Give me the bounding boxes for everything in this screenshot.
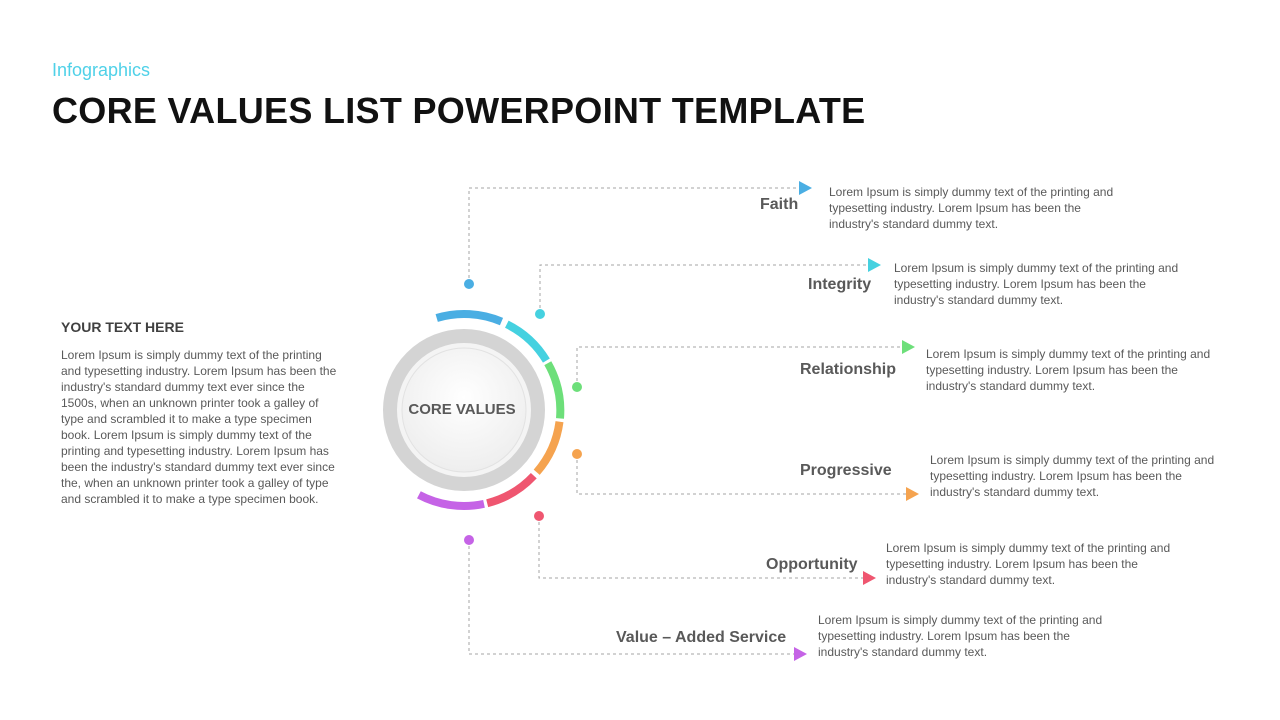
subtitle: Infographics: [52, 60, 151, 80]
item-desc-relationship: Lorem Ipsum is simply dummy text of the printing and typesetting industry. Lorem Ipsum has been the industry's standard dummy text.: [926, 347, 1211, 393]
arrow-progressive: [906, 487, 919, 501]
arrow-relationship: [902, 340, 915, 354]
item-label-relationship: Relationship: [800, 361, 897, 378]
dot-faith: [464, 279, 474, 289]
dot-value-added: [464, 535, 474, 545]
side-heading: YOUR TEXT HERE: [61, 319, 184, 335]
arrow-opportunity: [863, 571, 876, 585]
item-desc-value-added: Lorem Ipsum is simply dummy text of the printing and typesetting industry. Lorem Ipsum has been the industry's standard dummy text.: [818, 613, 1103, 659]
arc-value-added: [419, 495, 484, 506]
dot-progressive: [572, 449, 582, 459]
dot-relationship: [572, 382, 582, 392]
item-label-opportunity: Opportunity: [766, 556, 858, 573]
dot-integrity: [535, 309, 545, 319]
item-desc-opportunity: Lorem Ipsum is simply dummy text of the printing and typesetting industry. Lorem Ipsum has been the industry's standard dummy text.: [886, 541, 1171, 587]
arrow-value-added: [794, 647, 807, 661]
arc-relationship: [548, 363, 561, 418]
connector-faith: [469, 188, 800, 284]
item-label-faith: Faith: [760, 196, 799, 213]
center-label: CORE VALUES: [408, 401, 516, 418]
arrow-faith: [799, 181, 812, 195]
page-title: CORE VALUES LIST POWERPOINT TEMPLATE: [52, 90, 866, 131]
item-label-value-added: Value – Added Service: [616, 629, 787, 646]
item-label-integrity: Integrity: [808, 276, 872, 293]
item-desc-progressive: Lorem Ipsum is simply dummy text of the printing and typesetting industry. Lorem Ipsum has been the industry's standard dummy text.: [930, 453, 1215, 499]
dot-opportunity: [534, 511, 544, 521]
item-label-progressive: Progressive: [800, 462, 892, 479]
side-body: Lorem Ipsum is simply dummy text of the printing and typesetting industry. Lorem Ipsum has been the industry's standard dummy text ever since the 1500s, when an unknown printer took a galley of type and scrambled it to make a type specimen book. Lorem Ipsum is simply dummy text of the printing and typesetting industry. Lorem Ipsum has been the industry's standard dummy text ever since the, when an unknown printer took a galley of type and scrambled it to make a type specimen book.: [61, 348, 337, 506]
arrow-integrity: [868, 258, 881, 272]
item-desc-integrity: Lorem Ipsum is simply dummy text of the printing and typesetting industry. Lorem Ipsum has been the industry's standard dummy text.: [894, 261, 1179, 307]
item-desc-faith: Lorem Ipsum is simply dummy text of the printing and typesetting industry. Lorem Ipsum has been the industry's standard dummy text.: [829, 185, 1114, 231]
arc-faith: [437, 314, 502, 322]
